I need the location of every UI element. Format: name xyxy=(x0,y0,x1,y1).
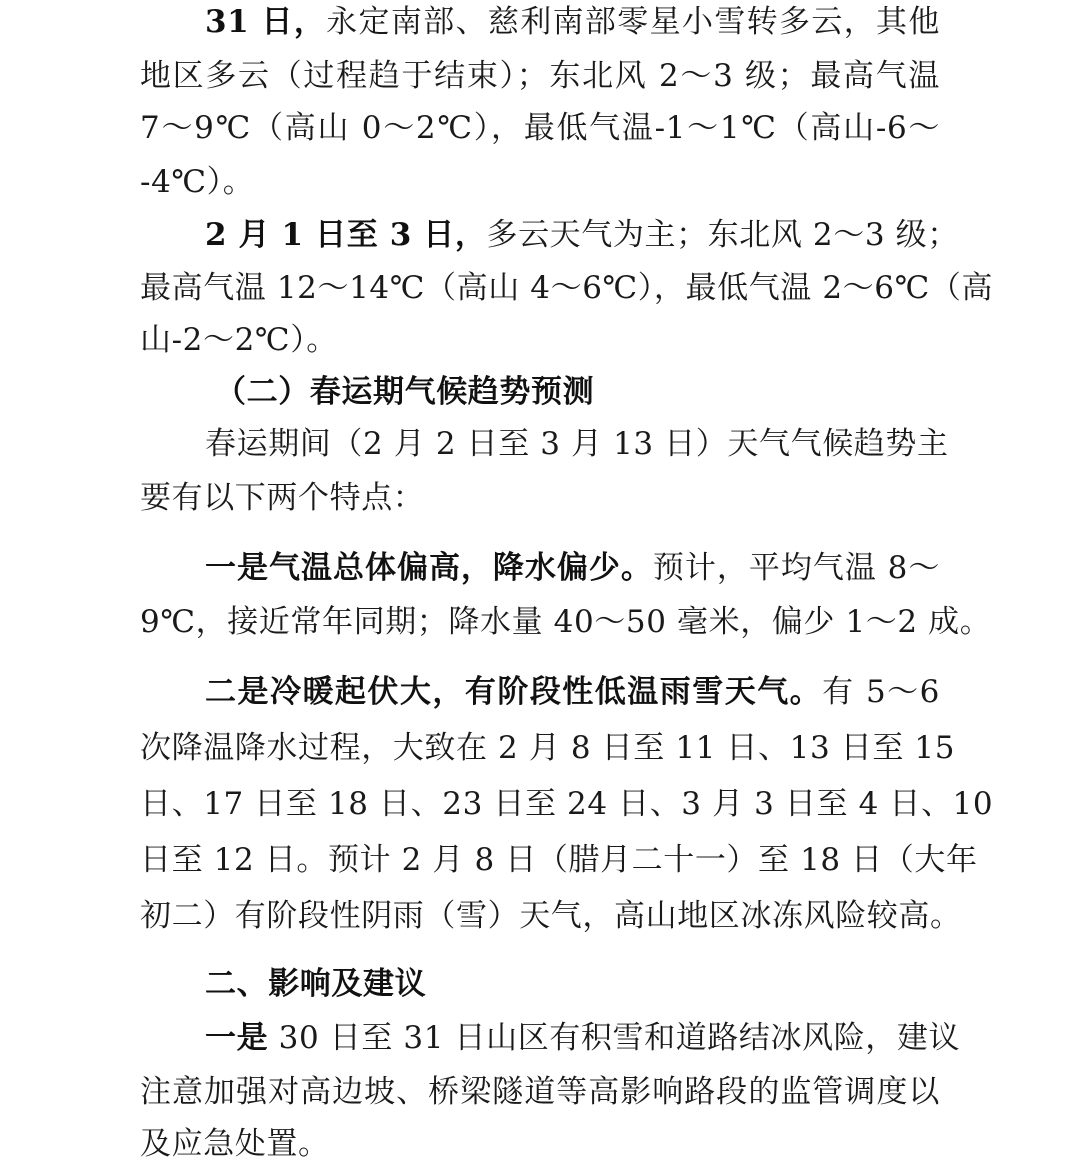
feature-two-lead: 二是冷暖起伏大，有阶段性低温雨雪天气。 xyxy=(205,674,823,710)
suggestion-one-lead: 一是 xyxy=(205,1020,269,1056)
feature-one-line-2: 9℃，接近常年同期；降水量 40～50 毫米，偏少 1～2 成。 xyxy=(140,604,992,640)
feature-two-text: 有 5～6 xyxy=(822,674,940,710)
feature-one-line-1 xyxy=(205,548,940,588)
section-spring-title: （二）春运期气候趋势预测 xyxy=(215,374,595,410)
feature-one-text: 预计，平均气温 8～ xyxy=(652,550,940,586)
paragraph-jan31-line-4: -4℃）。 xyxy=(140,164,255,200)
paragraph-feb1-3-text: 多云天气为主；东北风 2～3 级； xyxy=(486,217,959,253)
paragraph-jan31-line-2: 地区多云（过程趋于结束）；东北风 2～3 级；最高气温 xyxy=(140,58,940,94)
feature-two-line-2: 次降温降水过程，大致在 2 月 8 日至 11 日、13 日至 15 xyxy=(140,730,956,766)
suggestion-one-line-2: 注意加强对高边坡、桥梁隧道等高影响路段的监管调度以 xyxy=(140,1074,940,1110)
feature-two-line-1 xyxy=(205,672,940,712)
feature-two-line-3: 日、17 日至 18 日、23 日至 24 日、3 月 3 日至 4 日、10 xyxy=(140,786,994,822)
feature-one-lead: 一是气温总体偏高，降水偏少。 xyxy=(205,550,653,586)
suggestion-one-line-3: 及应急处置。 xyxy=(140,1126,330,1162)
paragraph-spring-intro-line-2: 要有以下两个特点： xyxy=(140,480,425,516)
paragraph-jan31-line-3: 7～9℃（高山 0～2℃），最低气温-1～1℃（高山-6～ xyxy=(140,110,940,146)
feature-two-line-4: 日至 12 日。预计 2 月 8 日（腊月二十一）至 18 日（大年 xyxy=(140,842,978,878)
paragraph-jan31-lead: 31 日， xyxy=(205,4,327,40)
paragraph-feb1-3-line-3: 山-2～2℃）。 xyxy=(140,322,338,358)
paragraph-spring-intro-line-1: 春运期间（2 月 2 日至 3 月 13 日）天气气候趋势主 xyxy=(205,426,949,462)
suggestion-one-text: 30 日至 31 日山区有积雪和道路结冰风险，建议 xyxy=(268,1020,961,1056)
paragraph-feb1-3-lead: 2 月 1 日至 3 日， xyxy=(205,217,487,253)
paragraph-feb1-3-line-1 xyxy=(205,215,959,255)
paragraph-jan31-text: 永定南部、慈利南部零星小雪转多云，其他 xyxy=(326,4,940,40)
paragraph-feb1-3-line-2: 最高气温 12～14℃（高山 4～6℃），最低气温 2～6℃（高 xyxy=(140,270,994,306)
section-impact-title: 二、影响及建议 xyxy=(205,966,427,1002)
feature-two-line-5: 初二）有阶段性阴雨（雪）天气，高山地区冰冻风险较高。 xyxy=(140,898,962,934)
suggestion-one-line-1 xyxy=(205,1018,961,1058)
paragraph-jan31-line-1 xyxy=(205,2,940,42)
